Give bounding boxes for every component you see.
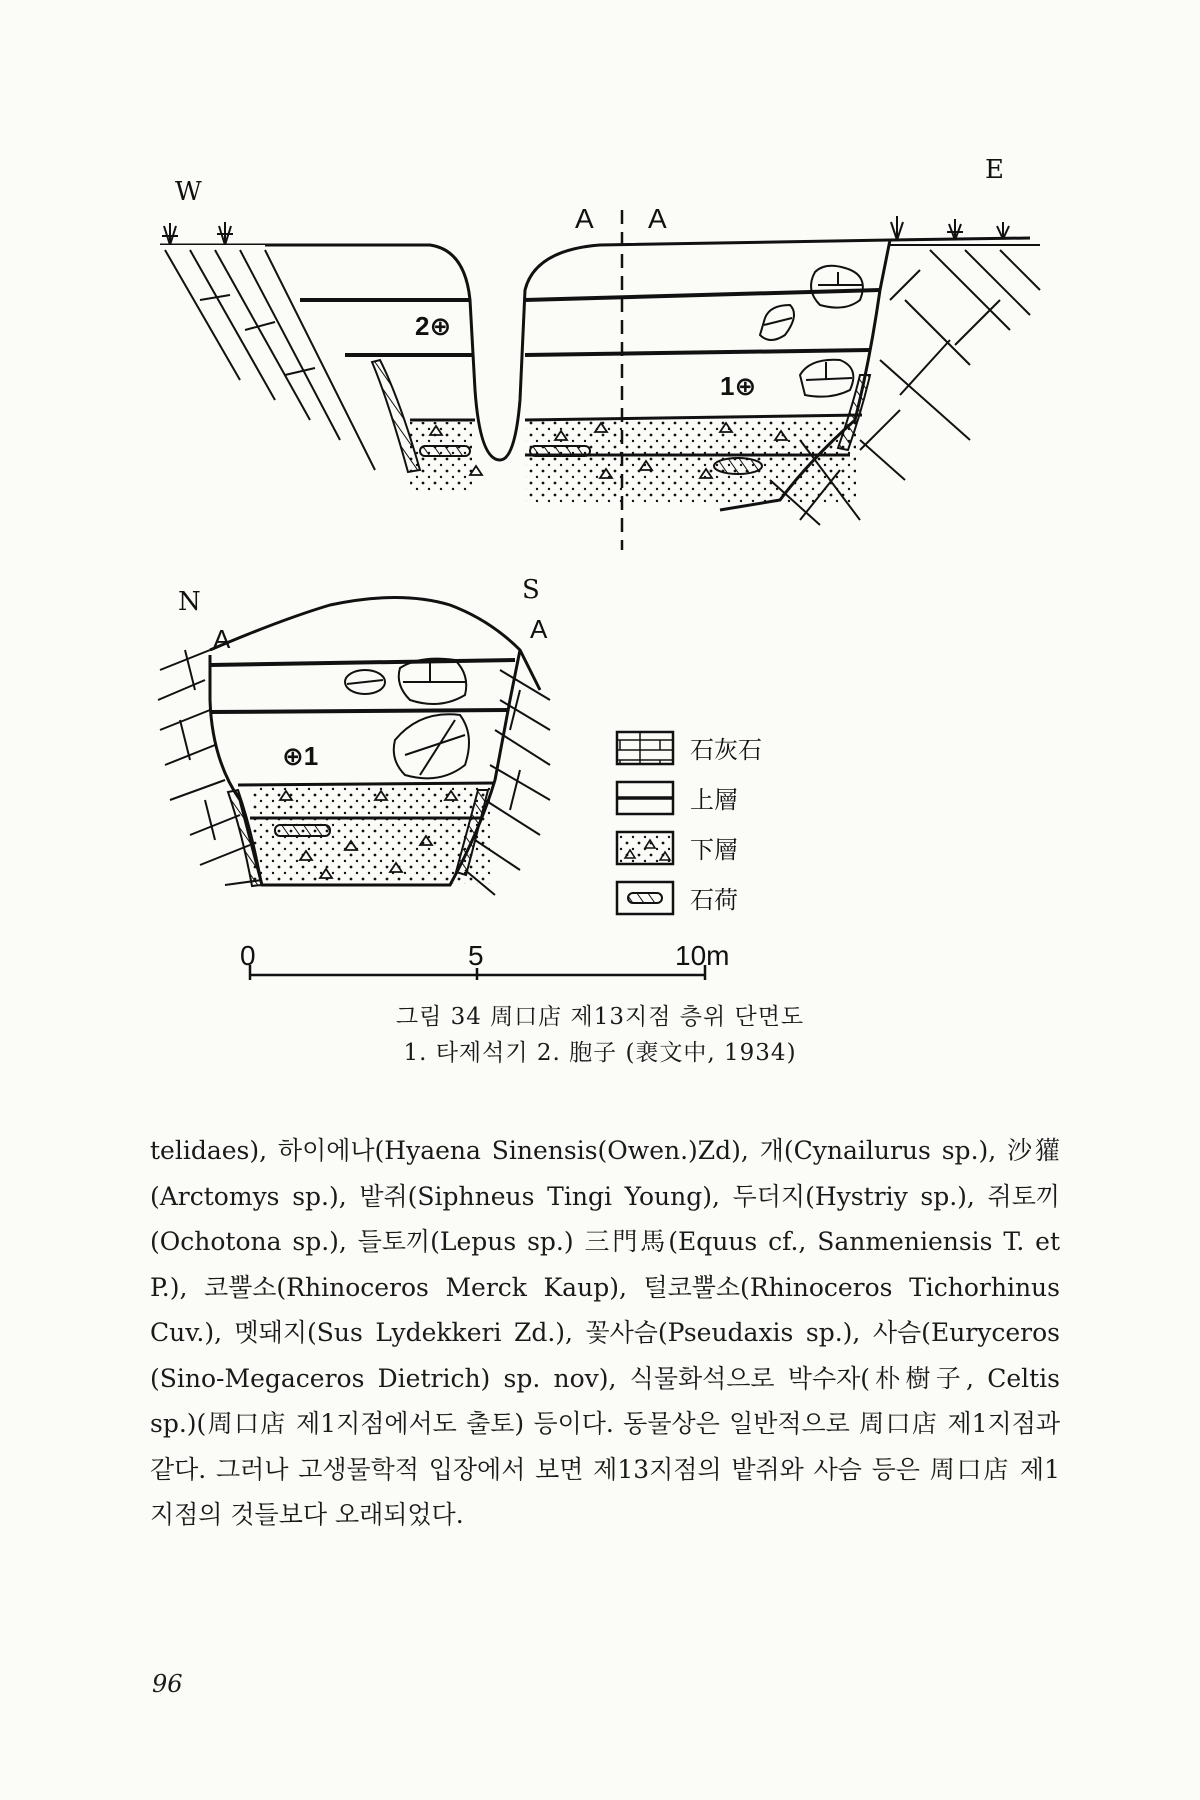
point-2-label: 2⊕ (415, 311, 452, 341)
legend (617, 732, 673, 914)
top-marker-left: A (575, 203, 594, 234)
scale-tick-5: 5 (468, 940, 484, 971)
lower-layer-icon (617, 832, 673, 864)
point-1-label: 1⊕ (720, 371, 757, 401)
legend-label-limestone: 石灰石 (690, 736, 762, 764)
west-label: W (175, 177, 202, 207)
scale-tick-10m: 10m (675, 940, 730, 971)
scale-tick-0: 0 (240, 940, 256, 971)
south-label: S (522, 575, 540, 605)
bottom-point-1-label: ⊕1 (282, 741, 319, 771)
upper-layer-icon (617, 782, 673, 814)
top-marker-right: A (648, 203, 667, 234)
figure-caption-line-1: 그림 34 周口店 제13지점 층위 단면도 (395, 1004, 805, 1030)
top-section-diagram (160, 210, 1040, 550)
legend-label-stone-tool: 石荷 (690, 886, 738, 914)
legend-label-lower: 下層 (690, 836, 738, 864)
page-number: 96 (152, 1670, 183, 1698)
body-text (150, 1128, 1060, 1538)
north-label: N (178, 587, 201, 617)
bottom-marker-left: A (213, 624, 231, 654)
figure-caption-line-2: 1. 타제석기 2. 胞子 (裵文中, 1934) (403, 1040, 797, 1066)
body-paragraph: telidaes), 하이에나(Hyaena Sinensis(Owen.)Zd), 개(Cynailurus sp.), 沙獾(Arctomys sp.), 밭쥐(Siphneus Tingi Young), 두더지(Hystriy sp.), 쥐토끼(Ochotona sp.), 들토끼(Lepus sp.) 三門馬(Equus cf., Sanmeniensis T. et P.), 코뿔소(Rhinoceros Merck Kaup), 털코뿔소(Rhinoceros Tichorhinus Cuv.), 멧돼지(Sus Lydekkeri Zd.), 꽃사슴(Pseudaxis sp.), 사슴(Euryceros (Sino-Megaceros Dietrich) sp. nov), 식물화석으로 박수자(朴樹子, Celtis sp.)(周口店 제1지점에서도 출토) 등이다. 동물상은 일반적으로 周口店 제1지점과 같다. 그러나 고생물학적 입장에서 보면 제13지점의 밭쥐와 사슴 등은 周口店 제1지점의 것들보다 오래되었다. (150, 1136, 1060, 1529)
east-label: E (985, 155, 1004, 185)
legend-label-upper: 上層 (690, 786, 738, 814)
limestone-icon (617, 732, 673, 764)
stone-tool-icon (617, 882, 673, 914)
bottom-marker-right: A (530, 614, 548, 644)
